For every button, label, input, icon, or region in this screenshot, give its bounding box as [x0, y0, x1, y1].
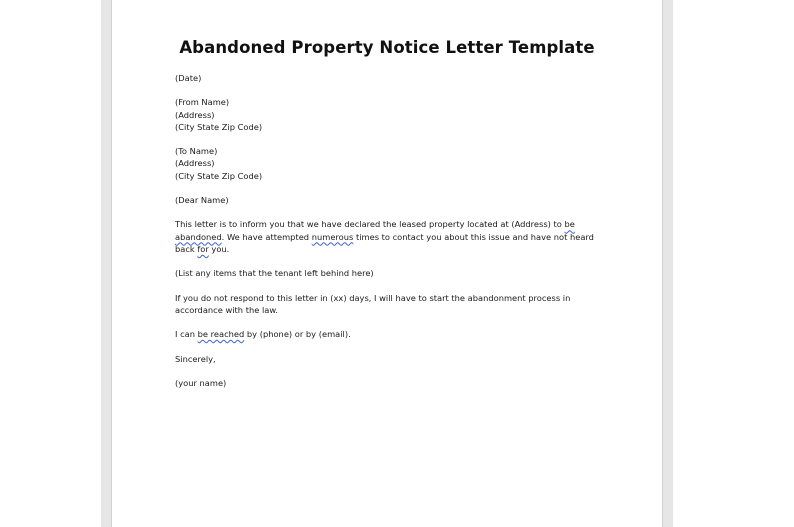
closing-line: Sincerely, [175, 353, 216, 364]
grammar-flag-for[interactable]: for [197, 243, 209, 254]
to-name-line: (To Name) [175, 146, 218, 157]
salutation-line: (Dear Name) [175, 194, 229, 205]
paragraph-2-line-1: If you do not respond to this letter in (xx) days, I will have to start the abandonment process in [175, 292, 571, 303]
from-name-line: (From Name) [175, 97, 230, 108]
items-note-line: (List any items that the tenant left behind here) [175, 268, 374, 279]
paragraph-2-line-2: accordance with the law. [175, 304, 279, 315]
grammar-flag-be-reached[interactable]: be reached [197, 329, 245, 340]
letter-body [175, 72, 595, 389]
document-page[interactable] [112, 0, 662, 527]
paragraph-1-line-1: This letter is to inform you that we have declared the leased property located at (Address) to be [175, 219, 575, 230]
grammar-flag-abandoned[interactable]: abandoned [175, 231, 222, 242]
signature-line: (your name) [175, 377, 227, 388]
to-city-line: (City State Zip Code) [175, 170, 263, 181]
from-address-line: (Address) [175, 109, 215, 120]
grammar-flag-numerous[interactable]: numerous [311, 231, 354, 242]
paragraph-1-line-2: abandoned. We have attempted numerous times to contact you about this issue and have not heard [175, 231, 594, 242]
paragraph-3-line: I can be reached by (phone) or by (email). [175, 329, 351, 340]
to-address-line: (Address) [175, 158, 215, 169]
right-margin-gutter [662, 0, 673, 527]
grammar-flag-be[interactable]: be [564, 219, 575, 230]
date-line: (Date) [175, 73, 202, 83]
left-margin-gutter [101, 0, 112, 527]
from-city-line: (City State Zip Code) [175, 121, 263, 132]
paragraph-1-line-3: back for you. [175, 243, 230, 254]
document-title: Abandoned Property Notice Letter Template [179, 38, 595, 57]
